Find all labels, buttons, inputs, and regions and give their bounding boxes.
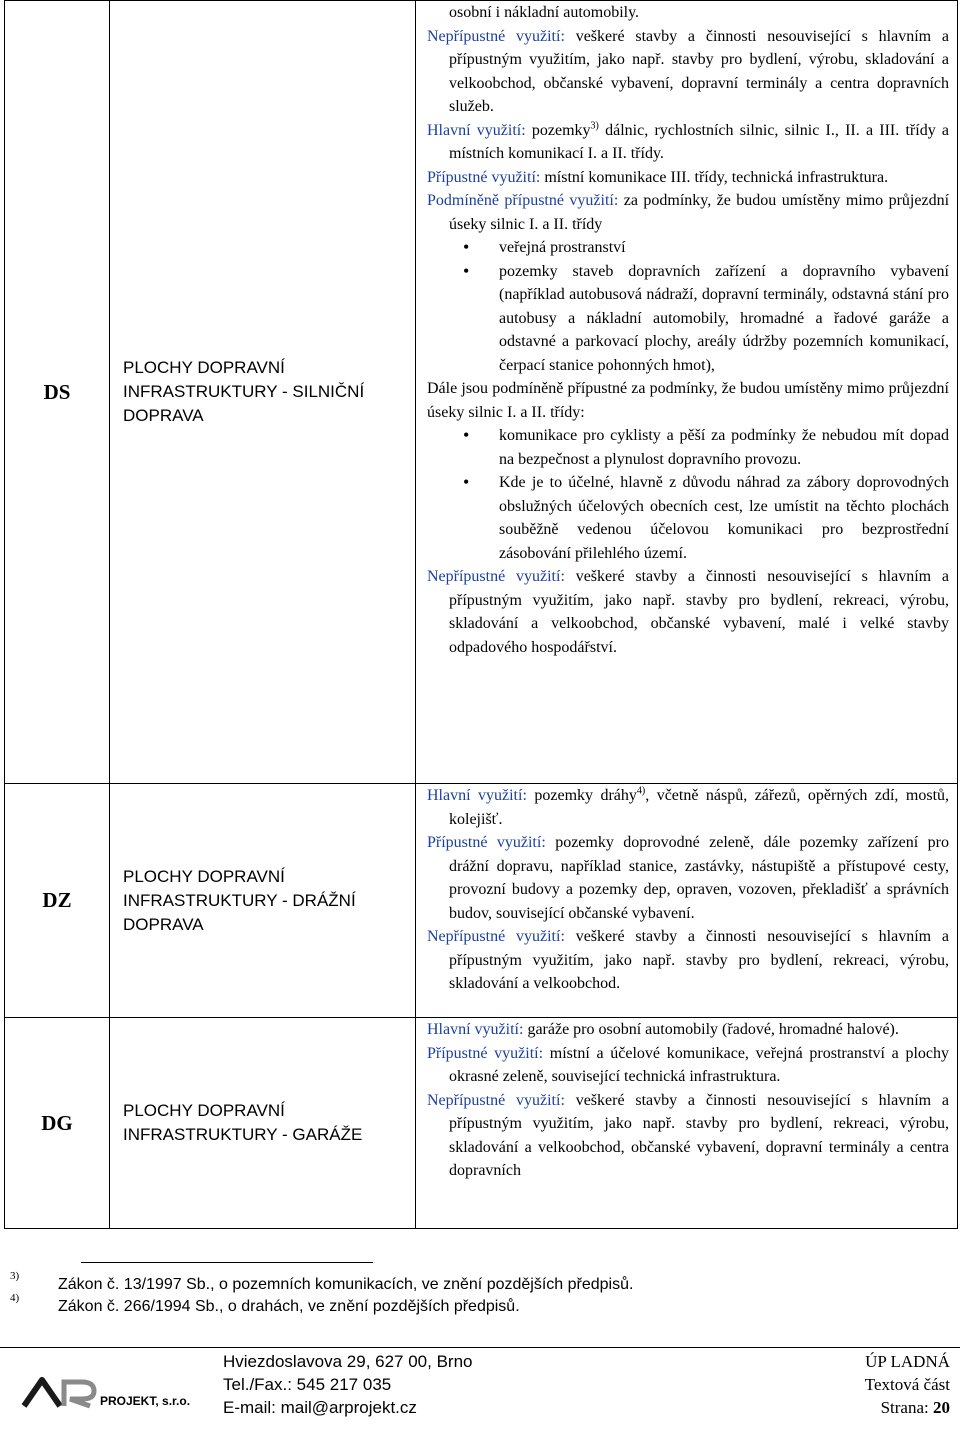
footnote-separator xyxy=(81,1262,373,1263)
footnote-text: Zákon č. 13/1997 Sb., o pozemních komunikacích, ve znění pozdějších předpisů. xyxy=(58,1276,634,1293)
paragraph-text: místní a účelové komunikace, veřejná prostranství a plochy okrasné zeleně, související technická infrastruktura. xyxy=(449,1044,950,1085)
row-code: DG xyxy=(5,1018,110,1229)
footnote-mark: 4) xyxy=(10,1292,20,1304)
footer-email: E-mail: mail@arprojekt.cz xyxy=(223,1398,417,1417)
footnote-ref: 4) xyxy=(636,785,646,797)
pripustne-vyuziti xyxy=(427,1042,949,1089)
footer-address: Hviezdoslavova 29, 627 00, Brno xyxy=(223,1352,473,1371)
list-item: • pozemky staveb dopravních zařízení a dopravního vybavení (například autobusová nádraží, dopravní terminály, odstavná stání pro autobusy a nákladní automobily, hromadné a řadové garáže a odstavné a parkovací plochy, areály údržby pozemních komunikací, čerpací stanice pohonných hmot), xyxy=(427,260,949,378)
footnote-text: Zákon č. 266/1994 Sb., o drahách, ve znění pozdějších předpisů. xyxy=(58,1298,520,1315)
list-item: • veřejná prostranství xyxy=(427,236,949,260)
footer-doc-info xyxy=(865,1350,950,1419)
paragraph-text: pozemky xyxy=(531,121,591,139)
pripustne-vyuziti xyxy=(427,166,949,190)
table-row-dz xyxy=(5,784,958,1018)
list-item: • komunikace pro cyklisty a pěší za podmínky že nebudou mít dopad na bezpečnost a plynulost dopravního provozu. xyxy=(427,424,949,471)
dale-text: Dále jsou podmíněně přípustné za podmínky, že budou umístěny mimo průjezdní úseky silnic I. a II. třídy: xyxy=(427,380,949,421)
podminene-vyuziti xyxy=(427,189,949,236)
paragraph-text: garáže pro osobní automobily (řadové, hromadné halové). xyxy=(527,1021,899,1038)
page-indicator xyxy=(865,1396,950,1419)
label-nepripustne: Nepřípustné využití: xyxy=(427,928,565,945)
doc-title: ÚP LADNÁ xyxy=(865,1352,950,1371)
table-row-ds xyxy=(5,1,958,784)
row-text xyxy=(416,1018,958,1229)
paragraph-text: za podmínky, že budou umístěny mimo průjezdní úseky silnic I. a II. třídy xyxy=(449,192,950,233)
footer-divider xyxy=(0,1347,960,1348)
paragraph-text: pozemky doprovodné zeleně, dále pozemky zařízení pro drážní dopravu, například stanice, zastávky, nástupiště a přístupové cesty, provozní budovy a pozemky dep, opraven, vozoven, překladišť a správních budov, související občanské vybavení. xyxy=(449,834,949,922)
row-text xyxy=(416,1,958,784)
label-podminene: Podmíněně přípustné využití: xyxy=(427,192,619,209)
logo-text: PROJEKT, s.r.o. xyxy=(100,1394,191,1408)
row-code: DS xyxy=(5,1,110,784)
nepripustne-vyuziti xyxy=(427,925,949,996)
label-hlavni: Hlavní využití: xyxy=(427,121,526,139)
bullet-list xyxy=(427,424,949,565)
paragraph-text: veškeré stavby a činnosti nesouvisející s hlavním a přípustným využitím, jako např. stavby pro bydlení, rekreaci, výrobu, skladování a velkoobchod, občanské vybavení, dopravní terminály a centra dopravních xyxy=(449,1091,950,1179)
footnote-mark: 3) xyxy=(10,1270,20,1282)
page-number: 20 xyxy=(933,1398,950,1417)
paragraph-text: pozemky dráhy xyxy=(534,787,637,804)
hlavni-vyuziti xyxy=(427,1018,949,1042)
label-pripustne: Přípustné využití: xyxy=(427,168,541,186)
row-name: PLOCHY DOPRAVNÍ INFRASTRUKTURY - DRÁŽNÍ DOPRAVA xyxy=(110,784,416,1018)
regulations-table xyxy=(4,0,958,1229)
row-code: DZ xyxy=(5,784,110,1018)
page-label: Strana: xyxy=(880,1398,929,1417)
footer-phone: Tel./Fax.: 545 217 035 xyxy=(223,1375,392,1394)
list-item: • Kde je to účelné, hlavně z důvodu náhrad za zábory doprovodných obslužných účelových obecních cest, lze umístit na těchto plochách souběžně vedenou účelovou komunikaci pro bezprostřední zásobování přilehlého území. xyxy=(427,471,949,565)
nepripustne-vyuziti xyxy=(427,1089,949,1183)
footer-address-block xyxy=(223,1350,473,1419)
label-hlavni: Hlavní využití: xyxy=(427,1021,524,1038)
prev-nepripustne xyxy=(427,25,949,119)
label-pripustne: Přípustné využití: xyxy=(427,834,546,851)
paragraph-text: , včetně náspů, zářezů, opěrných zdí, mostů, kolejišť. xyxy=(449,787,950,828)
doc-part: Textová část xyxy=(864,1375,950,1394)
paragraph-text: místní komunikace III. třídy, technická infrastruktura. xyxy=(544,168,889,186)
hlavni-vyuziti xyxy=(427,784,949,831)
hlavni-vyuziti xyxy=(427,119,949,166)
company-logo xyxy=(20,1372,200,1412)
paragraph-text: dálnic, rychlostních silnic, silnic I., II. a III. třídy a místních komunikací I. a II. třídy. xyxy=(449,121,950,162)
label-hlavni: Hlavní využití: xyxy=(427,787,527,804)
paragraph-text: veškeré stavby a činnosti nesouvisející s hlavním a přípustným využitím, jako např. stavby pro bydlení, rekreaci, výrobu, skladování a velkoobchod, občanské vybavení, malé i velké stavby odpadového hospodářství. xyxy=(449,568,950,656)
pripustne-vyuziti xyxy=(427,831,949,925)
bullet-list xyxy=(427,236,949,377)
paragraph-text: veškeré stavby a činnosti nesouvisející s hlavním a přípustným využitím, jako např. stavby pro bydlení, rekreaci, výrobu, skladování a velkoobchod. xyxy=(449,928,950,992)
row-name: PLOCHY DOPRAVNÍ INFRASTRUKTURY - SILNIČNÍ DOPRAVA xyxy=(110,1,416,784)
label-nepripustne: Nepřípustné využití: xyxy=(427,1091,565,1109)
row-name: PLOCHY DOPRAVNÍ INFRASTRUKTURY - GARÁŽE xyxy=(110,1018,416,1229)
label-nepripustne: Nepřípustné využití: xyxy=(427,27,565,45)
row-text xyxy=(416,784,958,1018)
footnote-ref: 3) xyxy=(590,120,599,132)
nepripustne-vyuziti xyxy=(427,565,949,659)
paragraph-text: veškeré stavby a činnosti nesouvisející s hlavním a přípustným využitím, jako např. stavby pro bydlení, výrobu, skladování a velkoobchod, občanské vybavení, dopravní terminály a centra dopravních služeb. xyxy=(449,27,950,115)
table-row-dg xyxy=(5,1018,958,1229)
prev-continuation: osobní i nákladní automobily. xyxy=(449,4,640,21)
label-nepripustne: Nepřípustné využití: xyxy=(427,568,565,585)
label-pripustne: Přípustné využití: xyxy=(427,1044,544,1062)
